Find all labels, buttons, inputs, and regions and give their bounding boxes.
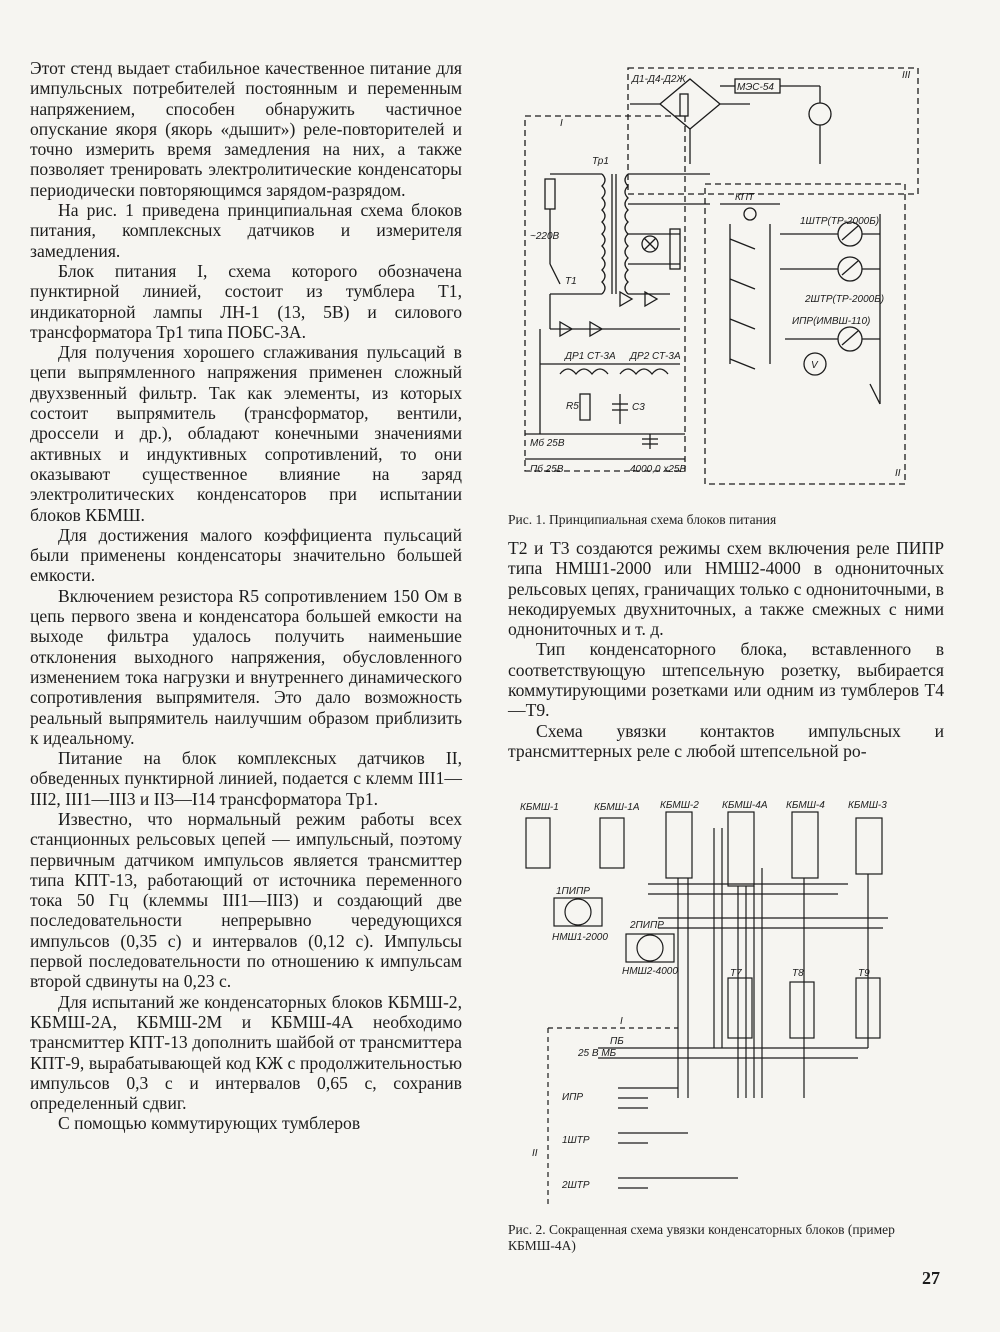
paragraph: На рис. 1 приведена принципиальная схема блоков питания, комплексных датчиков и измерителя замедления. [30,200,462,261]
svg-text:КБМШ-2: КБМШ-2 [660,800,699,811]
paragraph: Питание на блок комплексных датчиков II, обведенных пунктирной линией, подается с клемм III1—III2, III1—III3 и II3—I14 трансформатора Тр1. [30,748,462,809]
svg-text:III: III [902,70,911,81]
svg-text:Д1-Д4-Д2Ж: Д1-Д4-Д2Ж [632,74,686,85]
paragraph: Для испытаний же конденсаторных блоков КБМШ-2, КБМШ-2А, КБМШ-2М и КБМШ-4А необходимо трансмиттер КПТ-13 дополнить шайбой от трансмиттера КПТ-9, вырабатывающей код КЖ с продолжительностью импульсов 0,3 с и интервалов 0,65 с, сохранив определенный сдвиг. [30,991,462,1114]
svg-text:С3: С3 [632,402,645,413]
page-number: 27 [922,1268,940,1288]
svg-text:2ШТР(ТР-2000Б): 2ШТР(ТР-2000Б) [805,294,885,305]
paragraph: Т2 и Т3 создаются режимы схем включения реле ПИПР типа НМШ1-2000 или НМШ2-4000 в однониточных рельсовых цепях, граничащих только с однониточными, в некодируемых двухниточных, а также смежных с ними однониточных и т. д. [508,538,944,640]
figure-2-schematic [518,798,930,1216]
svg-text:Тр1: Тр1 [592,156,609,167]
svg-text:КБМШ-4: КБМШ-4 [786,800,825,811]
paragraph: Для достижения малого коэффициента пульсаций были применены конденсаторы значительно большей емкости. [30,524,462,586]
figure-1-caption: Рис. 1. Принципиальная схема блоков питания [508,512,777,527]
svg-text:ДР2 СТ-3А: ДР2 СТ-3А [630,351,681,362]
svg-text:Т7: Т7 [730,968,742,979]
svg-text:НМШ2-4000: НМШ2-4000 [622,966,678,977]
svg-text:КБМШ-1: КБМШ-1 [520,802,559,813]
svg-text:I: I [620,1016,623,1027]
svg-text:1ШТР: 1ШТР [562,1135,590,1146]
svg-text:КБМШ-3: КБМШ-3 [848,800,887,811]
svg-text:КБМШ-1А: КБМШ-1А [594,802,640,813]
paragraph: Этот стенд выдает стабильное качественное питание для импульсных потребителей постоянным и переменным напряжением, способен обнаружить частичное опускание якоря (якорь «дышит») реле-повторителей и точно измерить время замедления на них, а также позволяет тренировать электролитические конденсаторы периодически повторяющимся зарядом-разрядом. [30,58,462,200]
svg-text:2ШТР: 2ШТР [562,1180,590,1191]
svg-text:~220В: ~220В [530,231,560,242]
svg-text:ИПР(ИМВШ-110): ИПР(ИМВШ-110) [792,316,871,327]
svg-text:ПБ: ПБ [610,1036,624,1047]
svg-text:1ПИПР: 1ПИПР [556,886,590,897]
svg-text:МЭС-54: МЭС-54 [737,82,774,93]
left-text-column [30,58,462,1134]
svg-text:II: II [532,1148,538,1159]
paragraph: Блок питания I, схема которого обозначена пунктирной линией, состоит из тумблера Т1, индикаторной лампы ЛН-1 (13, 5В) и силового трансформатора Тр1 типа ПОБС-3А. [30,260,462,342]
svg-text:2ПИПР: 2ПИПР [630,920,664,931]
svg-text:25 В МБ: 25 В МБ [578,1048,617,1059]
paragraph: Схема увязки контактов импульсных и трансмиттерных реле с любой штепсельной ро- [508,720,944,761]
svg-text:НМШ1-2000: НМШ1-2000 [552,932,608,943]
svg-text:КПТ: КПТ [735,192,755,203]
right-text-column [508,538,944,761]
svg-text:R5: R5 [566,401,579,412]
svg-text:1ШТР(ТР-2000Б): 1ШТР(ТР-2000Б) [800,216,880,227]
svg-text:КБМШ-4А: КБМШ-4А [722,800,768,811]
svg-text:ДР1 СТ-3А: ДР1 СТ-3А [565,351,616,362]
figure-2-caption: Рис. 2. Сокращенная схема увязки конденсаторных блоков (пример КБМШ-4А) [508,1222,895,1253]
svg-text:Мб 25В: Мб 25В [530,438,565,449]
paragraph: Тип конденсаторного блока, вставленного в соответствующую штепсельную розетку, выбирается коммутирующими розетками или одним из тумблеров Т4—Т9. [508,639,944,721]
svg-text:4000,0 х25В: 4000,0 х25В [630,464,687,475]
svg-text:Пб 25В: Пб 25В [530,464,564,475]
svg-text:II: II [895,468,901,479]
paragraph: С помощью коммутирующих тумблеров [58,1113,361,1134]
paragraph: Включением резистора R5 сопротивлением 150 Ом в цепь первого звена и конденсатора большей емкости на выходе фильтра удалось получить наименьшие отклонения выходного напряжения, обусловленного изменением тока нагрузки и внутреннего динамического сопротивления выпрямителя. Это дало возможность реальный выпрямитель наилучшим образом приблизить к идеальному. [30,585,462,748]
svg-text:I: I [560,118,563,129]
paragraph: Для получения хорошего сглаживания пульсаций в цепи выпрямленного напряжения применен сложный двухзвенный фильтр. Так как элементы, из которых состоит выпрямитель (трансформатор, вентили, дроссели и др.), обладают конечными значениями активных и индуктивных сопротивлений, то они оказывают существенное влияние на заряд электролитических конденсаторов при испытании блоков КБМШ. [30,342,462,525]
svg-text:Т9: Т9 [858,968,870,979]
svg-text:Т8: Т8 [792,968,804,979]
svg-text:ИПР: ИПР [562,1092,584,1103]
paragraph: Известно, что нормальный режим работы всех станционных рельсовых цепей — импульсный, поэтому первичным датчиком импульсов является трансмиттер типа КПТ-13, работающий от источника переменного тока 50 Гц (клеммы III1—III3) и создающий две последовательности непрерывно чередующихся импульсов (0,35 с) и интервалов (0,12 с). Импульсы первой последовательности по отношению к импульсам второй сдвинуты на 0,23 с. [30,808,462,992]
svg-text:Т1: Т1 [565,276,577,287]
svg-text:V: V [811,360,818,371]
figure-1-schematic [520,64,935,499]
